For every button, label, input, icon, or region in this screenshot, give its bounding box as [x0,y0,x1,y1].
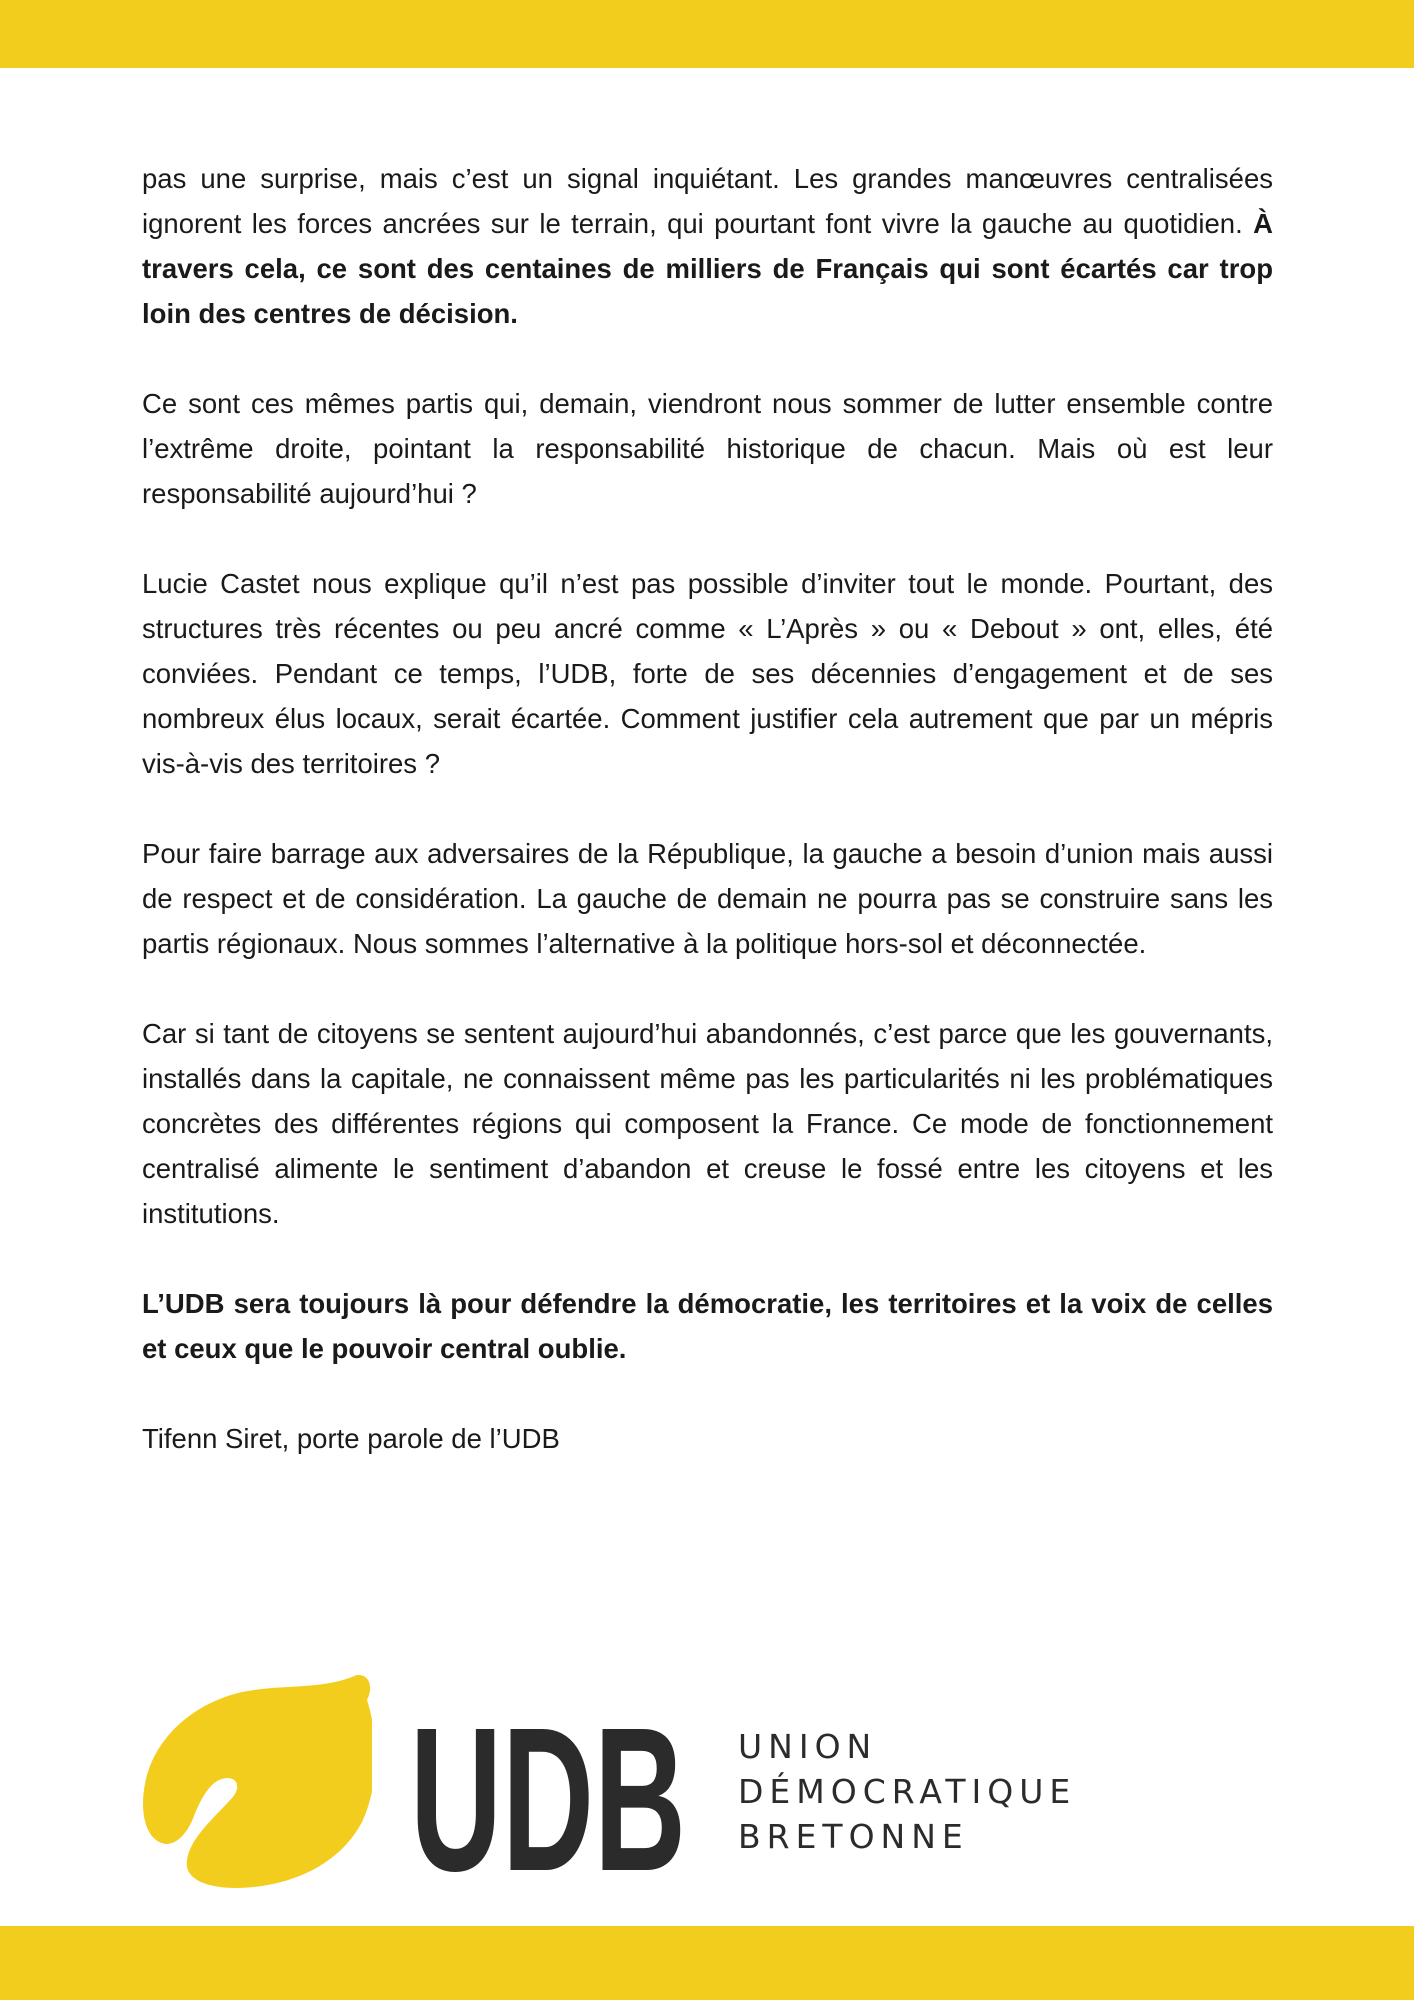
name-line-3: BRETONNE [738,1817,969,1856]
paragraph-3: Lucie Castet nous explique qu’il n’est pas possible d’inviter tout le monde. Pourtant, des structures très récentes ou peu ancré comme « L’Après » ou « Debout » ont, elles, été conviées. Pendant ce temps, l’UDB, forte de ses décennies d’engagement et de ses nombreux élus locaux, serait écartée. Comment justifier cela autrement que par un mépris vis-à-vis des territoires ? [142,568,1273,779]
paragraph-4: Pour faire barrage aux adversaires de la République, la gauche a besoin d’union mais aussi de respect et de considération. La gauche de demain ne pourra pas se construire sans les partis régionaux. Nous sommes l’alternative à la politique hors-sol et déconnectée. [142,838,1273,959]
yellow-bird-icon [142,1672,372,1890]
bottom-yellow-band [0,1926,1414,2000]
signature: Tifenn Siret, porte parole de l’UDB [142,1423,560,1454]
paragraph-5: Car si tant de citoyens se sentent aujourd’hui abandonnés, c’est parce que les gouvernants, installés dans la capitale, ne connaissent même pas les particularités ni les problématiques concrètes des différentes régions qui composent la France. Ce mode de fonctionnement centralisé alimente le sentiment d’abandon et creuse le fossé entre les citoyens et les institutions. [142,1018,1273,1229]
paragraph-1 [142,156,1273,336]
paragraph-1-bold: À travers cela, ce sont des centaines de milliers de Français qui sont écartés car trop loin des centres de décision. [142,208,1274,329]
paragraph-2: Ce sont ces mêmes partis qui, demain, viendront nous sommer de lutter ensemble contre l’extrême droite, pointant la responsabilité historique de chacun. Mais où est leur responsabilité aujourd’hui ? [142,388,1273,509]
paragraph-6 [142,1281,1273,1371]
closing-statement: L’UDB sera toujours là pour défendre la démocratie, les territoires et la voix de celles et ceux que le pouvoir central oublie. [142,1288,1273,1364]
name-line-1: UNION [738,1727,878,1766]
paragraph-1-text: pas une surprise, mais c’est un signal inquiétant. Les grandes manœuvres centralisées ignorent les forces ancrées sur le terrain, qui pourtant font vivre la gauche au quotidien. [142,163,1273,239]
top-yellow-band [0,0,1414,68]
article-body [142,156,1273,1461]
udb-acronym-mark [410,1672,700,1872]
udb-acronym-text: UDB [410,1685,686,1872]
party-full-name [738,1724,1076,1859]
name-line-2: DÉMOCRATIQUE [738,1772,1077,1811]
udb-logo [142,1672,1082,1892]
